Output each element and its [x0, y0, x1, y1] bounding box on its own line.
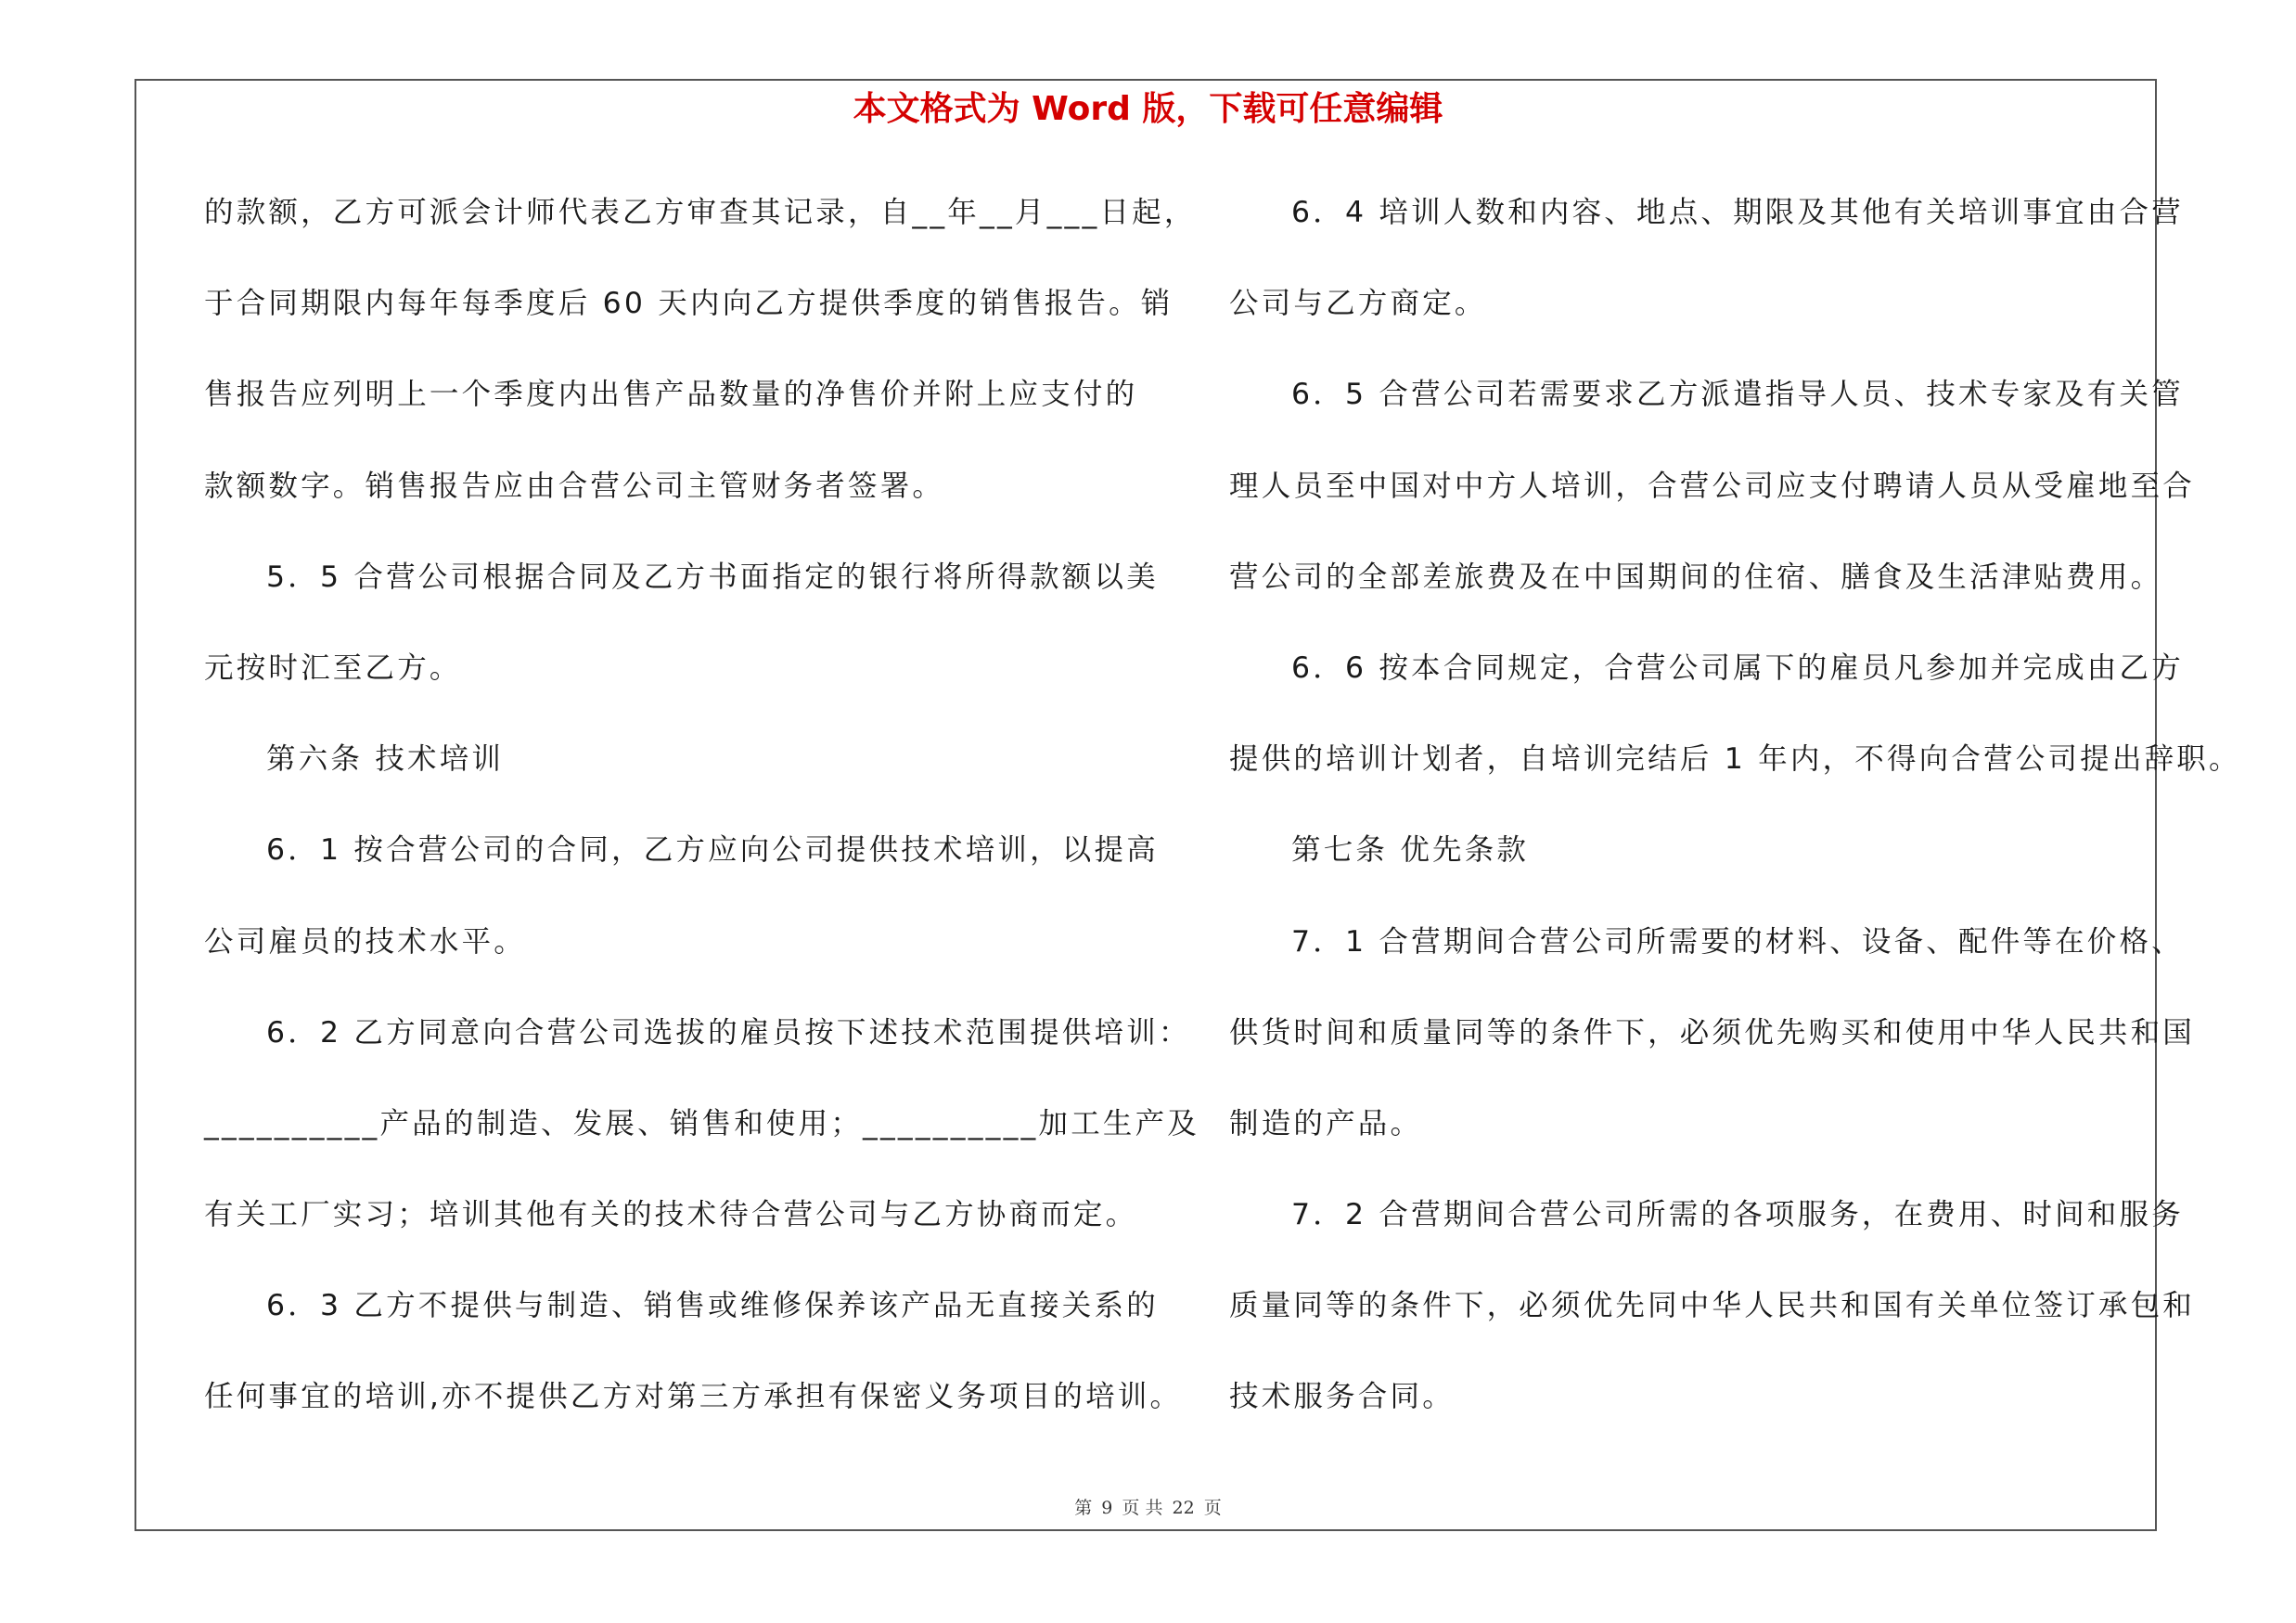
- body-line: 的款额，乙方可派会计师代表乙方审查其记录，自__年__月___日起，: [204, 196, 1197, 229]
- clause-7-1: 7．1 合营期间合营公司所需要的材料、设备、配件等在价格、: [1291, 924, 2184, 959]
- clause-6-3: 6．3 乙方不提供与制造、销售或维修保养该产品无直接关系的: [266, 1289, 1159, 1323]
- body-line: 营公司的全部差旅费及在中国期间的住宿、膳食及生活津贴费用。: [1229, 560, 2163, 594]
- clause-6-1: 6．1 按合营公司的合同，乙方应向公司提供技术培训，以提高: [266, 833, 1159, 868]
- clause-6-2: 6．2 乙方同意向合营公司选拔的雇员按下述技术范围提供培训：: [266, 1015, 1191, 1050]
- body-line: 提供的培训计划者，自培训完结后 1 年内，不得向合营公司提出辞职。: [1229, 742, 2241, 777]
- body-line: __________产品的制造、发展、销售和使用；__________加工生产及: [204, 1106, 1200, 1140]
- body-line: 款额数字。销售报告应由合营公司主管财务者签署。: [204, 469, 945, 503]
- footer-suffix: 页: [1203, 1498, 1222, 1518]
- body-line: 于合同期限内每年每季度后 60 天内向乙方提供季度的销售报告。销: [204, 287, 1174, 321]
- clause-6-6: 6．6 按本合同规定，合营公司属下的雇员凡参加并完成由乙方: [1291, 650, 2184, 685]
- body-line: 元按时汇至乙方。: [204, 650, 462, 685]
- body-line: 技术服务合同。: [1229, 1380, 1455, 1414]
- body-line: 理人员至中国对中方人培训，合营公司应支付聘请人员从受雇地至合: [1229, 469, 2196, 503]
- clause-6-4: 6．4 培训人数和内容、地点、期限及其他有关培训事宜由合营: [1291, 196, 2184, 229]
- body-line: 制造的产品。: [1229, 1106, 1423, 1140]
- right-column: [1229, 182, 2241, 1458]
- body-line: 质量同等的条件下，必须优先同中华人民共和国有关单位签订承包和: [1229, 1289, 2196, 1323]
- left-column: [204, 182, 1200, 1458]
- footer-total-pages: 22: [1172, 1498, 1195, 1518]
- page-footer: [0, 1494, 2296, 1522]
- body-line: 售报告应列明上一个季度内出售产品数量的净售价并附上应支付的: [204, 378, 1138, 412]
- footer-mid: 页 共: [1122, 1498, 1163, 1518]
- article-7-heading: 第七条 优先条款: [1291, 833, 1530, 868]
- body-line: 有关工厂实习；培训其他有关的技术待合营公司与乙方协商而定。: [204, 1198, 1138, 1232]
- article-6-heading: 第六条 技术培训: [266, 742, 505, 777]
- page-banner: 本文格式为 Word 版，下载可任意编辑: [853, 90, 1443, 128]
- clause-7-2: 7．2 合营期间合营公司所需的各项服务，在费用、时间和服务: [1291, 1198, 2184, 1232]
- body-line: 任何事宜的培训,亦不提供乙方对第三方承担有保密义务项目的培训。: [204, 1380, 1183, 1414]
- body-line: 供货时间和质量同等的条件下，必须优先购买和使用中华人民共和国: [1229, 1015, 2196, 1050]
- clause-5-5: 5．5 合营公司根据合同及乙方书面指定的银行将所得款额以美: [266, 560, 1159, 594]
- footer-page-number: 9: [1101, 1498, 1113, 1518]
- body-line: 公司雇员的技术水平。: [204, 924, 527, 959]
- clause-6-5: 6．5 合营公司若需要求乙方派遣指导人员、技术专家及有关管: [1291, 378, 2184, 412]
- body-line: 公司与乙方商定。: [1229, 287, 1487, 321]
- footer-prefix: 第: [1074, 1498, 1093, 1518]
